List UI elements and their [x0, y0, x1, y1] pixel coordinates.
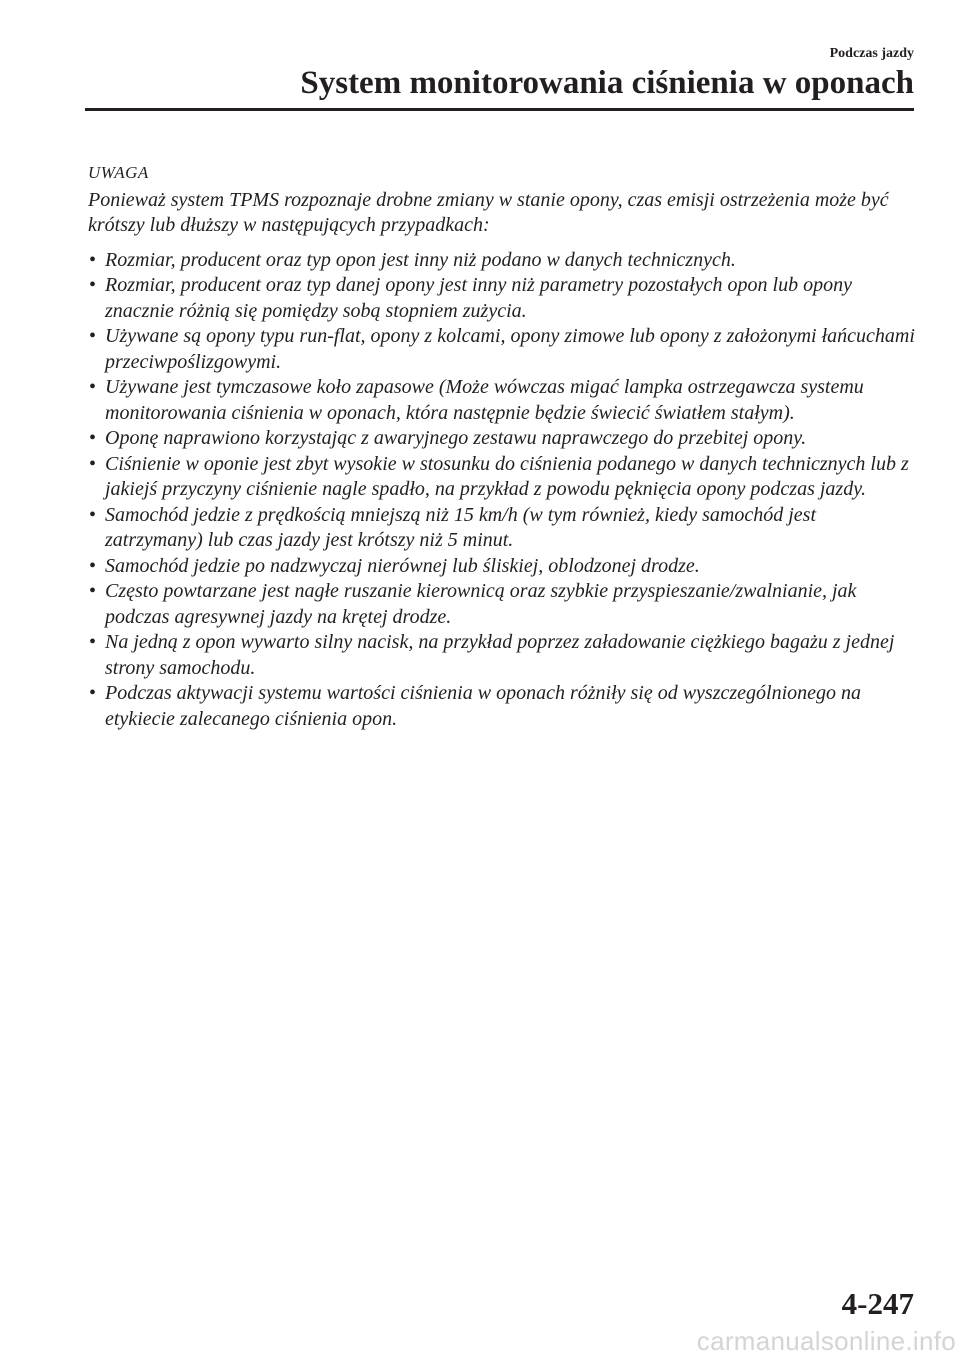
- list-item: [88, 681, 918, 732]
- section-name: Podczas jazdy: [829, 46, 914, 61]
- list-item: [88, 503, 918, 554]
- bullet-icon: •: [89, 452, 97, 475]
- list-item: [88, 248, 918, 274]
- list-item-text: Samochód jedzie po nadzwyczaj nierównej lub śliskiej, oblodzonej drodze.: [105, 554, 700, 577]
- list-item: [88, 324, 918, 375]
- note-block: [88, 160, 918, 732]
- bullet-icon: •: [89, 274, 97, 296]
- list-item-text: Rozmiar, producent oraz typ opon jest inny niż podano w danych technicznych.: [105, 248, 736, 271]
- list-item-text: Ciśnienie w oponie jest zbyt wysokie w stosunku do ciśnienia podanego w danych technicznych lub z jakiejś przyczyny ciśnienie nagle spadło, na przykład z powodu pęknięcia opony podczas jazdy.: [105, 452, 909, 500]
- page-title: System monitorowania ciśnienia w oponach: [300, 65, 914, 101]
- list-item-text: Samochód jedzie z prędkością mniejszą niż 15 km/h (w tym również, kiedy samochód jest zatrzymany) lub czas jazdy jest krótszy niż 5 minut.: [105, 503, 817, 551]
- note-intro: Ponieważ system TPMS rozpoznaje drobne zmiany w stanie opony, czas emisji ostrzeżenia może być krótszy lub dłuższy w następujących przypadkach:: [88, 188, 889, 236]
- header-divider: [85, 108, 914, 111]
- list-item-text: Często powtarzane jest nagłe ruszanie kierownicą oraz szybkie przyspieszanie/zwalnianie, jak podczas agresywnej jazdy na krętej drodze.: [105, 580, 857, 628]
- bullet-icon: •: [89, 376, 97, 398]
- note-label: UWAGA: [88, 163, 149, 182]
- bullet-icon: •: [89, 325, 97, 347]
- list-item: [88, 630, 918, 681]
- bullet-icon: •: [89, 248, 97, 271]
- list-item: [88, 579, 918, 630]
- watermark: carmanualsonline.info: [696, 1326, 956, 1356]
- list-item: [88, 426, 918, 452]
- page-number: 4-247: [841, 1286, 914, 1321]
- list-item-text: Na jedną z opon wywarto silny nacisk, na przykład poprzez załadowanie ciężkiego bagażu z jednej strony samochodu.: [105, 631, 895, 679]
- list-item-text: Używane są opony typu run-flat, opony z kolcami, opony zimowe lub opony z założonymi łańcuchami przeciwpoślizgowymi.: [105, 325, 915, 373]
- list-item: [88, 273, 918, 324]
- bullet-icon: •: [89, 631, 97, 653]
- list-item: [88, 375, 918, 426]
- list-item-text: Używane jest tymczasowe koło zapasowe (Może wówczas migać lampka ostrzegawcza systemu monitorowania ciśnienia w oponach, która następnie będzie świecić światłem stałym).: [105, 376, 864, 424]
- bullet-icon: •: [89, 580, 97, 602]
- bullet-icon: •: [89, 503, 97, 526]
- list-item: [88, 554, 918, 580]
- bullet-icon: •: [89, 682, 97, 704]
- note-list: [88, 248, 918, 733]
- bullet-icon: •: [89, 427, 97, 449]
- bullet-icon: •: [89, 554, 97, 577]
- list-item-text: Rozmiar, producent oraz typ danej opony jest inny niż parametry pozostałych opon lub opony znacznie różnią się pomiędzy sobą stopniem zużycia.: [105, 274, 852, 322]
- list-item: [88, 452, 918, 503]
- list-item-text: Podczas aktywacji systemu wartości ciśnienia w oponach różniły się od wyszczególnionego na etykiecie zalecanego ciśnienia opon.: [105, 682, 862, 730]
- list-item-text: Oponę naprawiono korzystając z awaryjnego zestawu naprawczego do przebitej opony.: [105, 427, 807, 449]
